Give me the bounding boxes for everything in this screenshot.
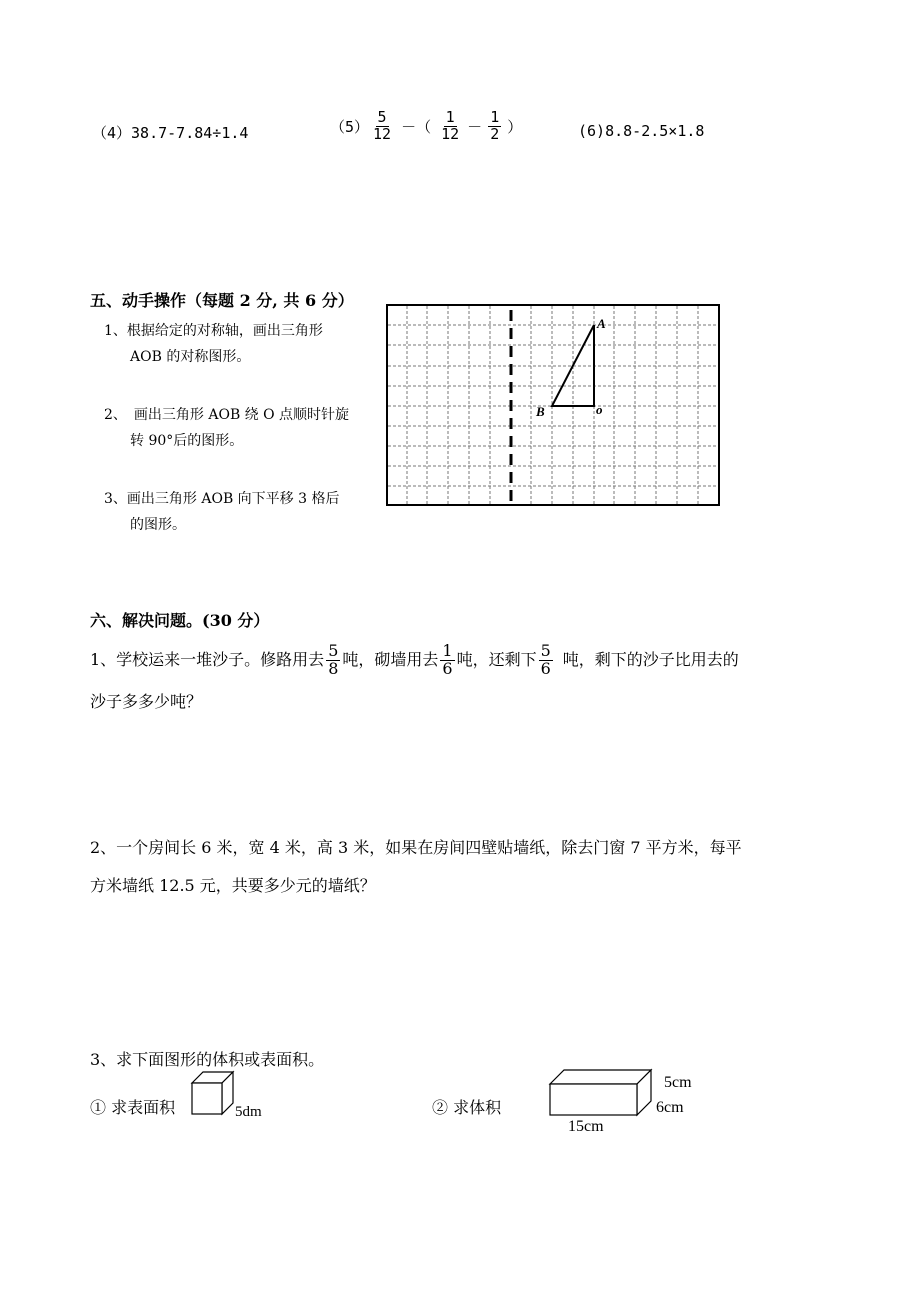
section-5-item-1: 1、根据给定的对称轴，画出三角形 AOB 的对称图形。 [104,323,323,365]
section-5-item-3: 3、画出三角形 AOB 向下平移 3 格后 的图形。 [104,491,340,533]
section-5-item-2: 2、 画出三角形 AOB 绕 O 点顺时针旋 转 90°后的图形。 [104,407,350,449]
label-a: A [597,316,606,331]
close-paren: ） [507,117,523,136]
label-b: B [536,404,545,419]
cube-figure [190,1070,240,1116]
question-1: 1、学校运来一堆沙子。修路用去 $\frac{5}{8}$ 吨，砌墙用去 $\frac{1}{6}$ 吨，还剩下 $\frac{5}{6}$ 吨，剩下的沙子比用去的 沙子多多少吨？ [90,640,739,711]
fraction-5-12: $\frac{5}{12}$ [373,108,392,143]
fraction-5-8: $\frac{5}{8}$ [328,640,339,678]
question-3-title: 3、求下面图形的体积或表面积。 [90,1050,325,1069]
calc-problem-5-label: （5） [330,117,370,136]
calc-problem-5 [330,110,522,143]
cuboid-figure [548,1068,654,1118]
fraction-1-2: $\frac{1}{2}$ [490,108,500,143]
section-5-title: 五、动手操作（每题 2 分, 共 6 分） [90,291,354,310]
cuboid-width-label: 6cm [656,1099,684,1116]
label-o: o [596,402,603,417]
question-2: 2、一个房间长 6 米，宽 4 米，高 3 米，如果在房间四壁贴墙纸，除去门窗 7 平方米，每平 方米墙纸 12.5 元，共要多少元的墙纸？ [90,838,742,895]
question-3-2-label: ② 求体积 [432,1098,502,1117]
fraction-5-6: $\frac{5}{6}$ [540,640,551,678]
fraction-1-6: $\frac{1}{6}$ [442,640,453,678]
cube-dimension: 5dm [235,1104,262,1120]
grid-diagram [386,304,720,506]
calc-problem-4: （4）38.7-7.84÷1.4 [92,124,249,142]
minus-sign: － [467,117,483,136]
fraction-1-12: $\frac{1}{12}$ [441,108,460,143]
cuboid-height-label: 5cm [664,1074,692,1091]
section-6-title: 六、解决问题。(30 分） [90,611,270,630]
cuboid-length-label: 15cm [568,1118,604,1135]
minus-paren: －（ [401,117,432,136]
calc-problem-6: (6)8.8-2.5×1.8 [578,122,705,140]
question-3-1-label: ① 求表面积 [90,1098,176,1117]
